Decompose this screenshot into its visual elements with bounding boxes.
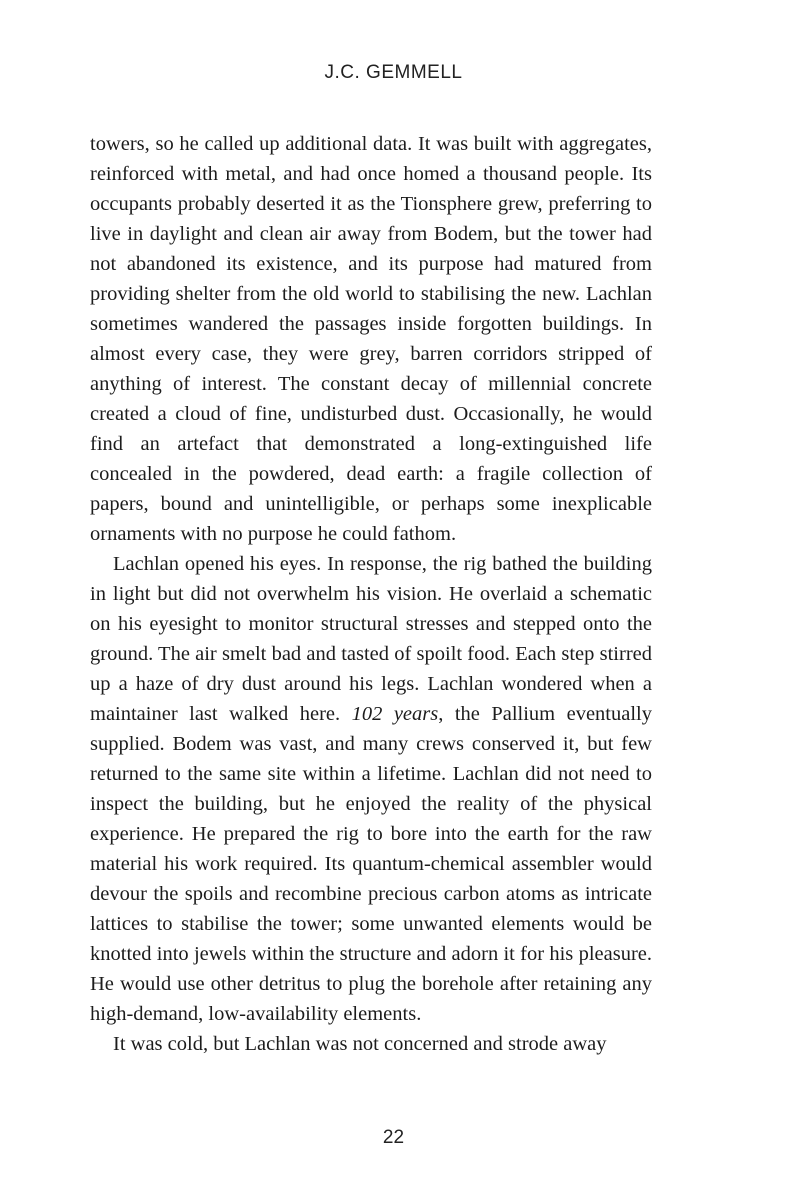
italic-years-phrase: 102 years — [351, 703, 439, 725]
running-head: J.C. GEMMELL — [324, 62, 463, 83]
page-number: 22 — [382, 1127, 405, 1148]
paragraph-lachlan-opened-eyes — [90, 549, 652, 1029]
paragraph-text-after-italic: , the Pallium eventually supplied. Bodem was vast, and many crews conserved it, but few returned to the same site within a lifetime. Lachlan did not need to inspect the building, but he enjoyed the reality of the physical experience. He prepared the rig to bore into the earth for the raw material his work required. Its quantum-chemical assembler would devour the spoils and recombine precious carbon atoms as intricate lattices to stabilise the tower; some unwanted elements would be knotted into jewels within the structure and adorn it for his pleasure. He would use other detritus to plug the borehole after retaining any high-demand, low-availability elements. — [90, 703, 652, 1025]
body-text — [90, 129, 652, 1059]
paragraph-it-was-cold: It was cold, but Lachlan was not concerned and strode away — [113, 1033, 607, 1055]
paragraph-continued: towers, so he called up additional data. It was built with aggregates, reinforced with metal, and had once homed a thousand people. Its occupants probably deserted it as the Tionsphere grew, preferring to live in daylight and clean air away from Bodem, but the tower had not abandoned its existence, and its purpose had matured from providing shelter from the old world to stabilising the new. Lachlan sometimes wandered the passages inside forgotten buildings. In almost every case, they were grey, barren corridors stripped of anything of interest. The constant decay of millennial concrete created a cloud of fine, undisturbed dust. Occasionally, he would find an artefact that demonstrated a long-extinguished life concealed in the powdered, dead earth: a fragile collection of papers, bound and unintelligible, or perhaps some inexplicable ornaments with no purpose he could fathom. — [90, 133, 652, 545]
paragraph-text-before-italic: Lachlan opened his eyes. In response, the rig bathed the building in light but did not overwhelm his vision. He overlaid a schematic on his eyesight to monitor structural stresses and stepped onto the ground. The air smelt bad and tasted of spoilt food. Each step stirred up a haze of dry dust around his legs. Lachlan wondered when a maintainer last walked here. — [90, 553, 652, 725]
